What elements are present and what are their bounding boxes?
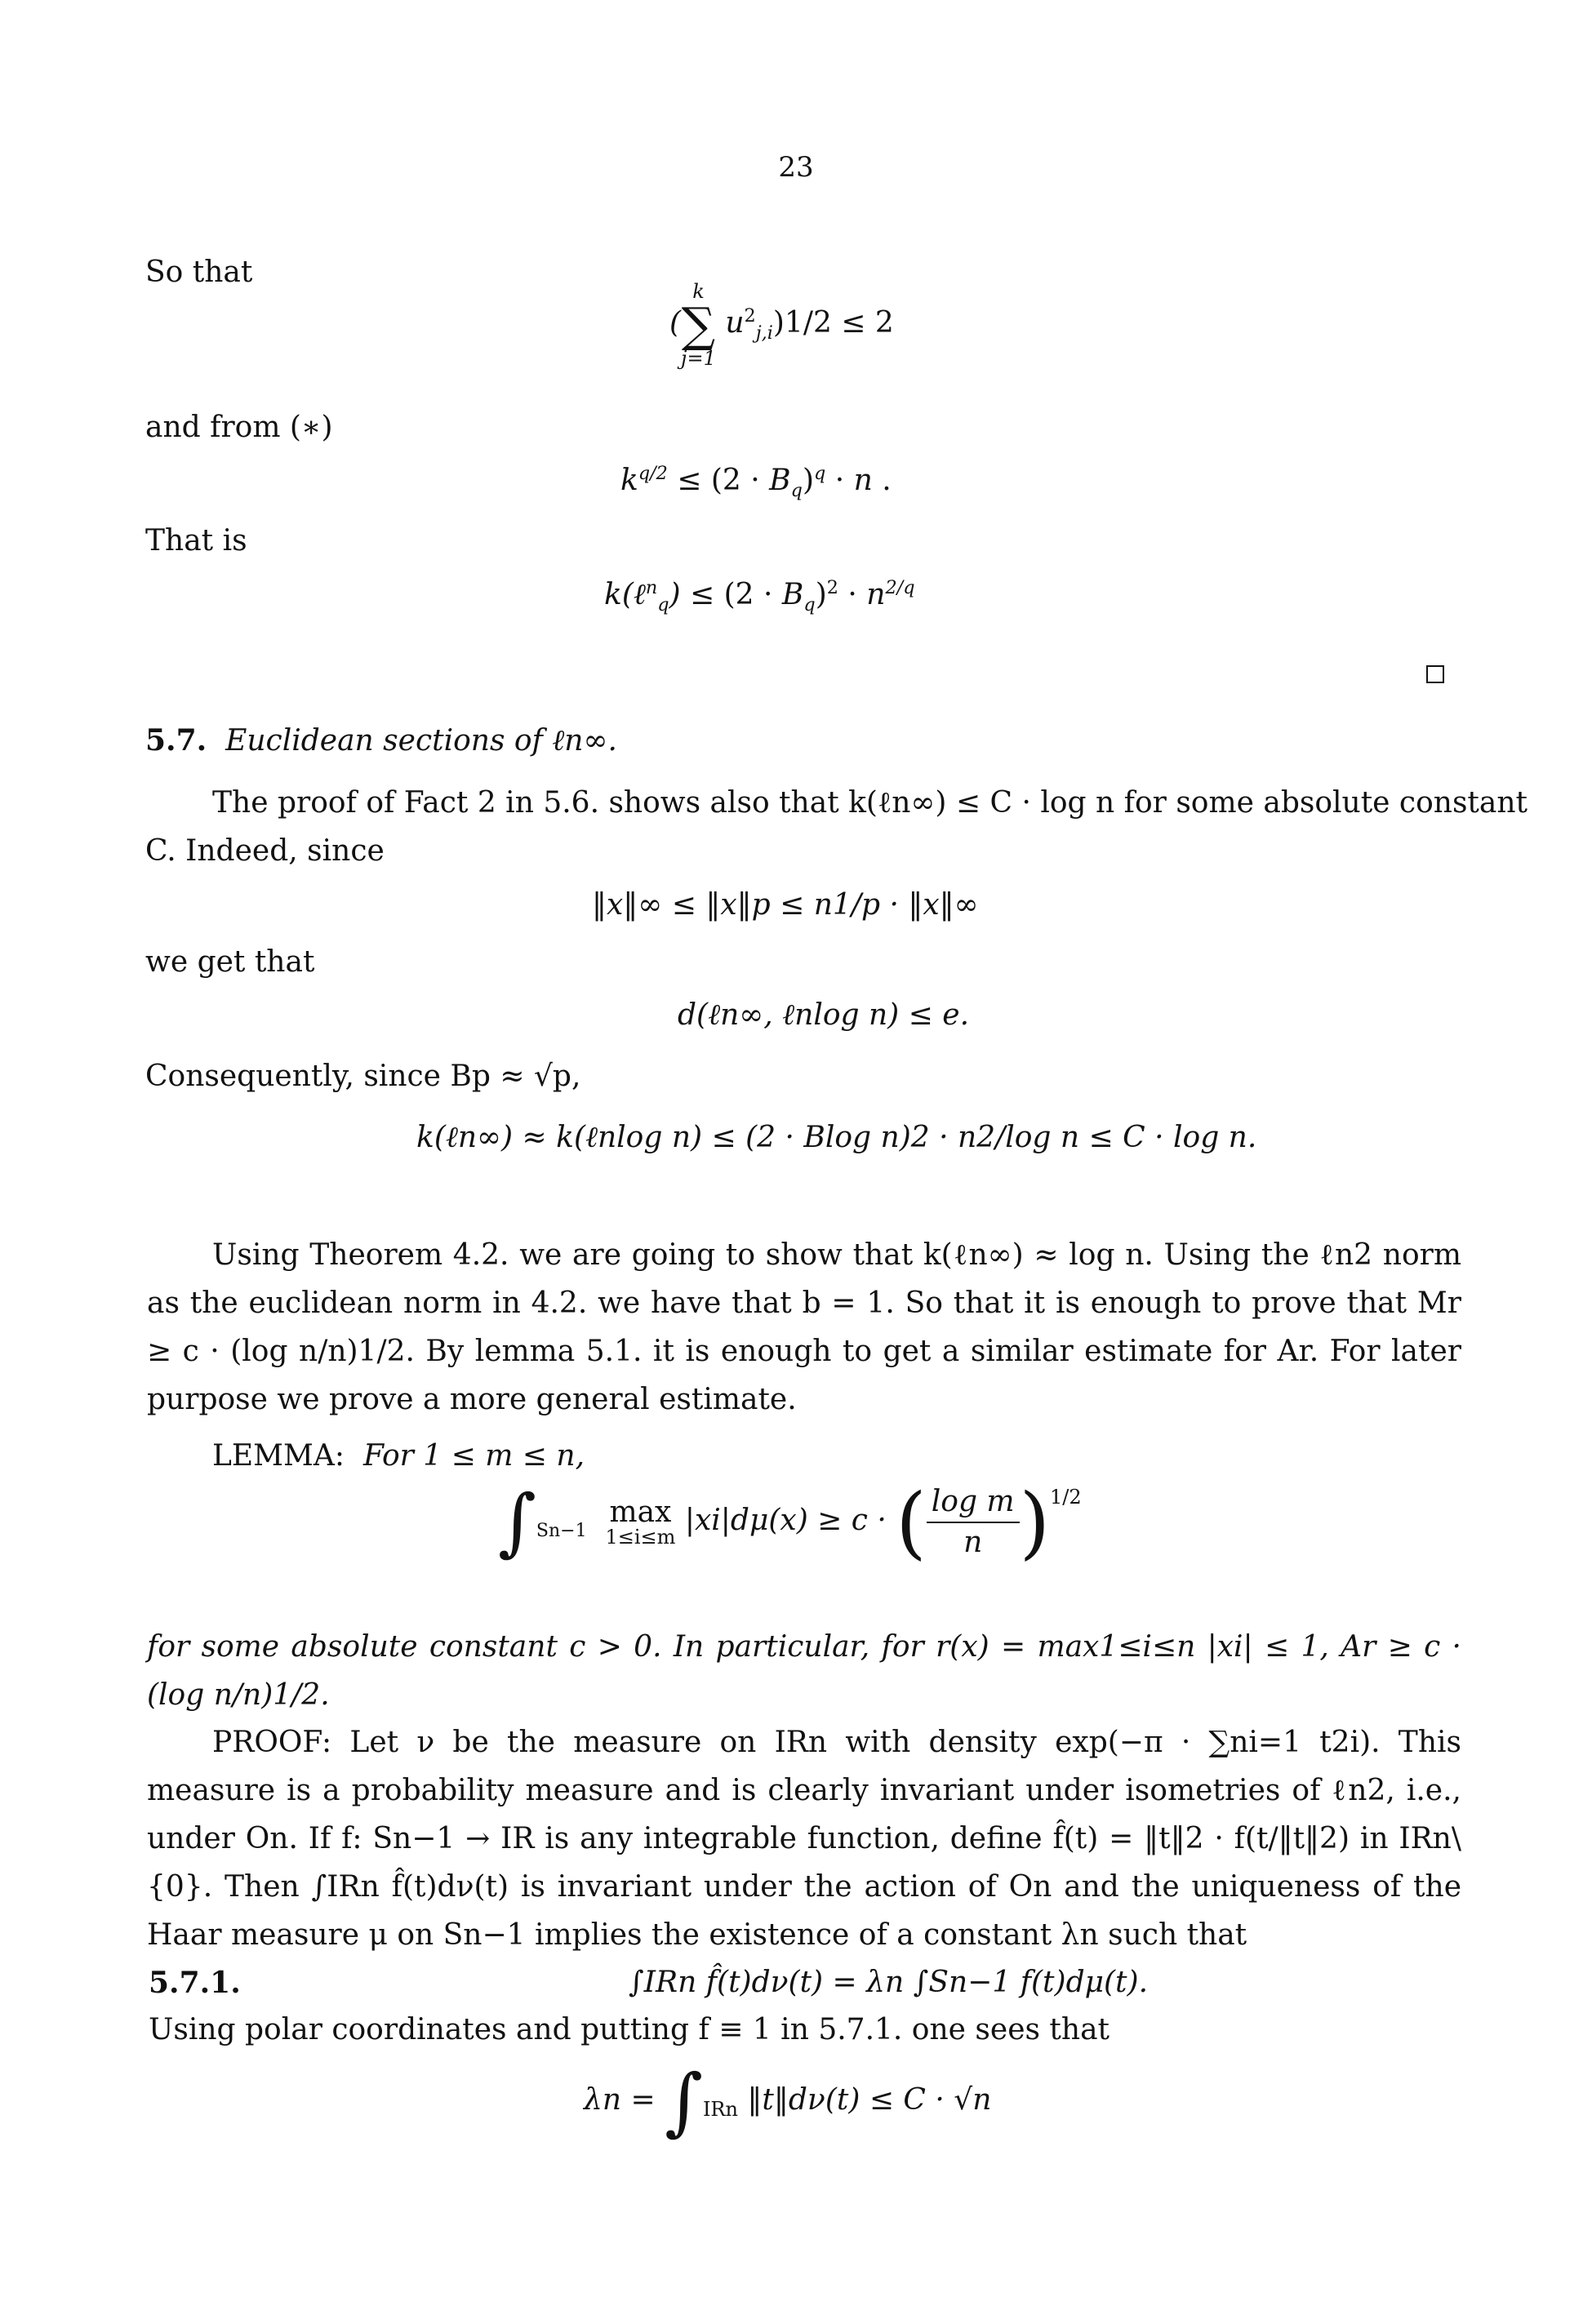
max-operator: max 1≤i≤m <box>605 1495 676 1549</box>
para2-text: Using Theorem 4.2. we are going to show that k(ℓn∞) ≈ log n. Using the ℓn2 norm as the euclidean norm in 4.2. we have that b = 1. So that it is enough to prove that Mr ≥ c · (log n/n)1/2. By lemma 5.1. it is enough to get a similar estimate for Ar. For later purpose we prove a more general estimate. <box>147 1238 1461 1416</box>
text-that-is: That is <box>145 524 247 558</box>
text-we-get: we get that <box>145 945 315 979</box>
text-and-from: and from (∗) <box>145 411 333 444</box>
sum-operator: k ∑ j=1 <box>681 280 716 370</box>
section-heading: 5.7. Euclidean sections of ℓn∞. <box>145 723 617 758</box>
integral-sign-lambda: ∫ <box>665 2059 703 2144</box>
equation-k-ell-q: k(ℓ$^n_q$) ≤ $(2 \cdot B_q)^2 \cdot n^{2/q}$ <box>604 577 915 616</box>
equation-label-571: 5.7.1. <box>149 1966 241 2000</box>
lemma-heading: LEMMA: For 1 ≤ m ≤ n, <box>212 1439 585 1473</box>
equation-lambda: $\lambda n = \int_{IRn}$ ‖t‖dν(t) ≤ C · √n <box>584 2059 992 2144</box>
equation-distance: d(ℓn∞, ℓnlog n) ≤ e. <box>678 998 970 1032</box>
equation-norms: ‖x‖∞ ≤ ‖x‖p ≤ n1/p · ‖x‖∞ <box>592 888 979 922</box>
text-polar-coordinates: Using polar coordinates and putting f ≡ 1 in 5.7.1. one sees that <box>149 2013 1110 2046</box>
lemma-conclusion: for some absolute constant c > 0. In particular, for r(x) = max1≤i≤n |xi| ≤ 1, Ar ≥ c · (log n/n)1/2. <box>147 1630 1461 1712</box>
text-so-that: So that <box>145 256 253 289</box>
integral-sign: ∫ <box>498 1479 536 1565</box>
equation-571: ∫IRn f̂(t)dν(t) = λn ∫Sn−1 f(t)dμ(t). <box>629 1966 1149 1999</box>
text-consequently: Consequently, since Bp ≈ √p, <box>145 1060 581 1093</box>
equation-sum-bound: ( k ∑ j=1 $u^2_{j,i})1/2 \le 2$ <box>669 280 894 370</box>
equation-k-infinity: k(ℓn∞) ≈ k(ℓnlog n) ≤ (2 · Blog n)2 · n2/log n ≤ C · log n. <box>416 1121 1257 1154</box>
qed-symbol <box>1426 665 1444 683</box>
equation-k-q: $k^{q/2} \le (2 \cdot B_q)^q \cdot n$ . <box>620 463 892 502</box>
para1-line2: C. Indeed, since <box>145 834 385 868</box>
page-number: 23 <box>778 151 814 184</box>
fraction-log-m-over-n: $\frac{\text{log m}}{n}$ <box>927 1486 1020 1558</box>
proof-text: PROOF: Let ν be the measure on IRn with density exp(−π · ∑ni=1 t2i). This measure is a probability measure and is clearly invariant under isometries of ℓn2, i.e., under On. If f: Sn−1 → IR is any integrable function, define f̂(t) = ‖t‖2 · f(t/‖t‖2) in IRn\{0}. Then ∫IRn f̂(t)dν(t) is invariant under the action of On and the uniqueness of the Haar measure μ on Sn−1 implies the existence of a constant λn such that <box>147 1726 1461 1952</box>
para1-line1: The proof of Fact 2 in 5.6. shows also that k(ℓn∞) ≤ C · log n for some absolute constant <box>212 786 1528 820</box>
lemma-equation: $\int_{Sn-1}$ max 1≤i≤m |xi|dμ(x) ≥ c · ( $\frac{\text{log m}}{n}$ )$^{1/2}$ <box>498 1477 1082 1568</box>
